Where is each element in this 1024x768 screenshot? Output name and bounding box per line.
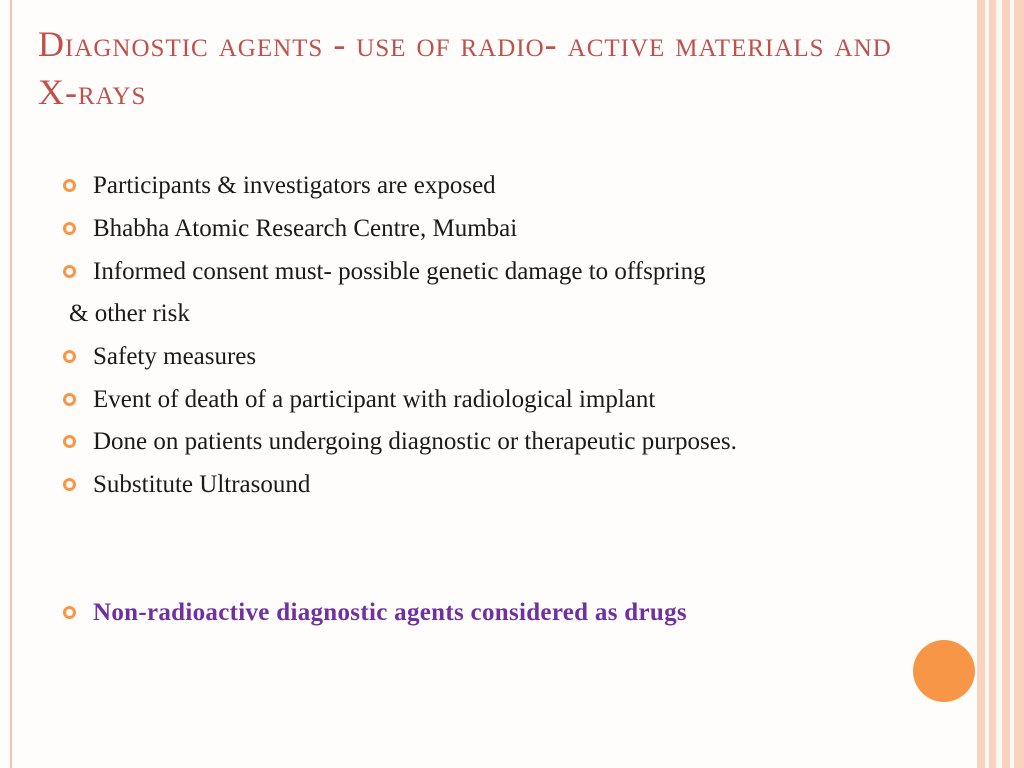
- bullet-circle-icon: [63, 179, 76, 192]
- right-border-stripe: [985, 0, 989, 768]
- bullet-text: Informed consent must- possible genetic damage to offspring: [93, 258, 706, 285]
- bullet-text: Non-radioactive diagnostic agents considered as drugs: [93, 599, 687, 626]
- bullet-text: Done on patients undergoing diagnostic or therapeutic purposes.: [93, 428, 737, 455]
- bullet-text: Substitute Ultrasound: [93, 471, 311, 498]
- slide-title: Diagnostic agents - use of radio- active materials and X-rays: [38, 24, 892, 112]
- bullet-circle-icon: [63, 350, 76, 363]
- bullet-circle-icon: [63, 435, 76, 448]
- right-border-stripe: [996, 0, 1002, 768]
- decorative-orange-circle: [913, 640, 975, 702]
- bullet-circle-icon: [63, 222, 76, 235]
- bullet-circle-icon: [63, 606, 76, 619]
- bullet-circle-icon: [63, 478, 76, 491]
- bullet-text: Bhabha Atomic Research Centre, Mumbai: [93, 215, 518, 242]
- bullet-circle-icon: [63, 265, 76, 278]
- bullet-circle-icon: [63, 393, 76, 406]
- bullet-text: Participants & investigators are exposed: [93, 172, 496, 199]
- right-border-stripe: [1010, 0, 1014, 768]
- bullet-text: & other risk: [69, 300, 190, 327]
- bullet-text: Event of death of a participant with radiological implant: [93, 386, 656, 413]
- bullet-text: Safety measures: [93, 343, 257, 370]
